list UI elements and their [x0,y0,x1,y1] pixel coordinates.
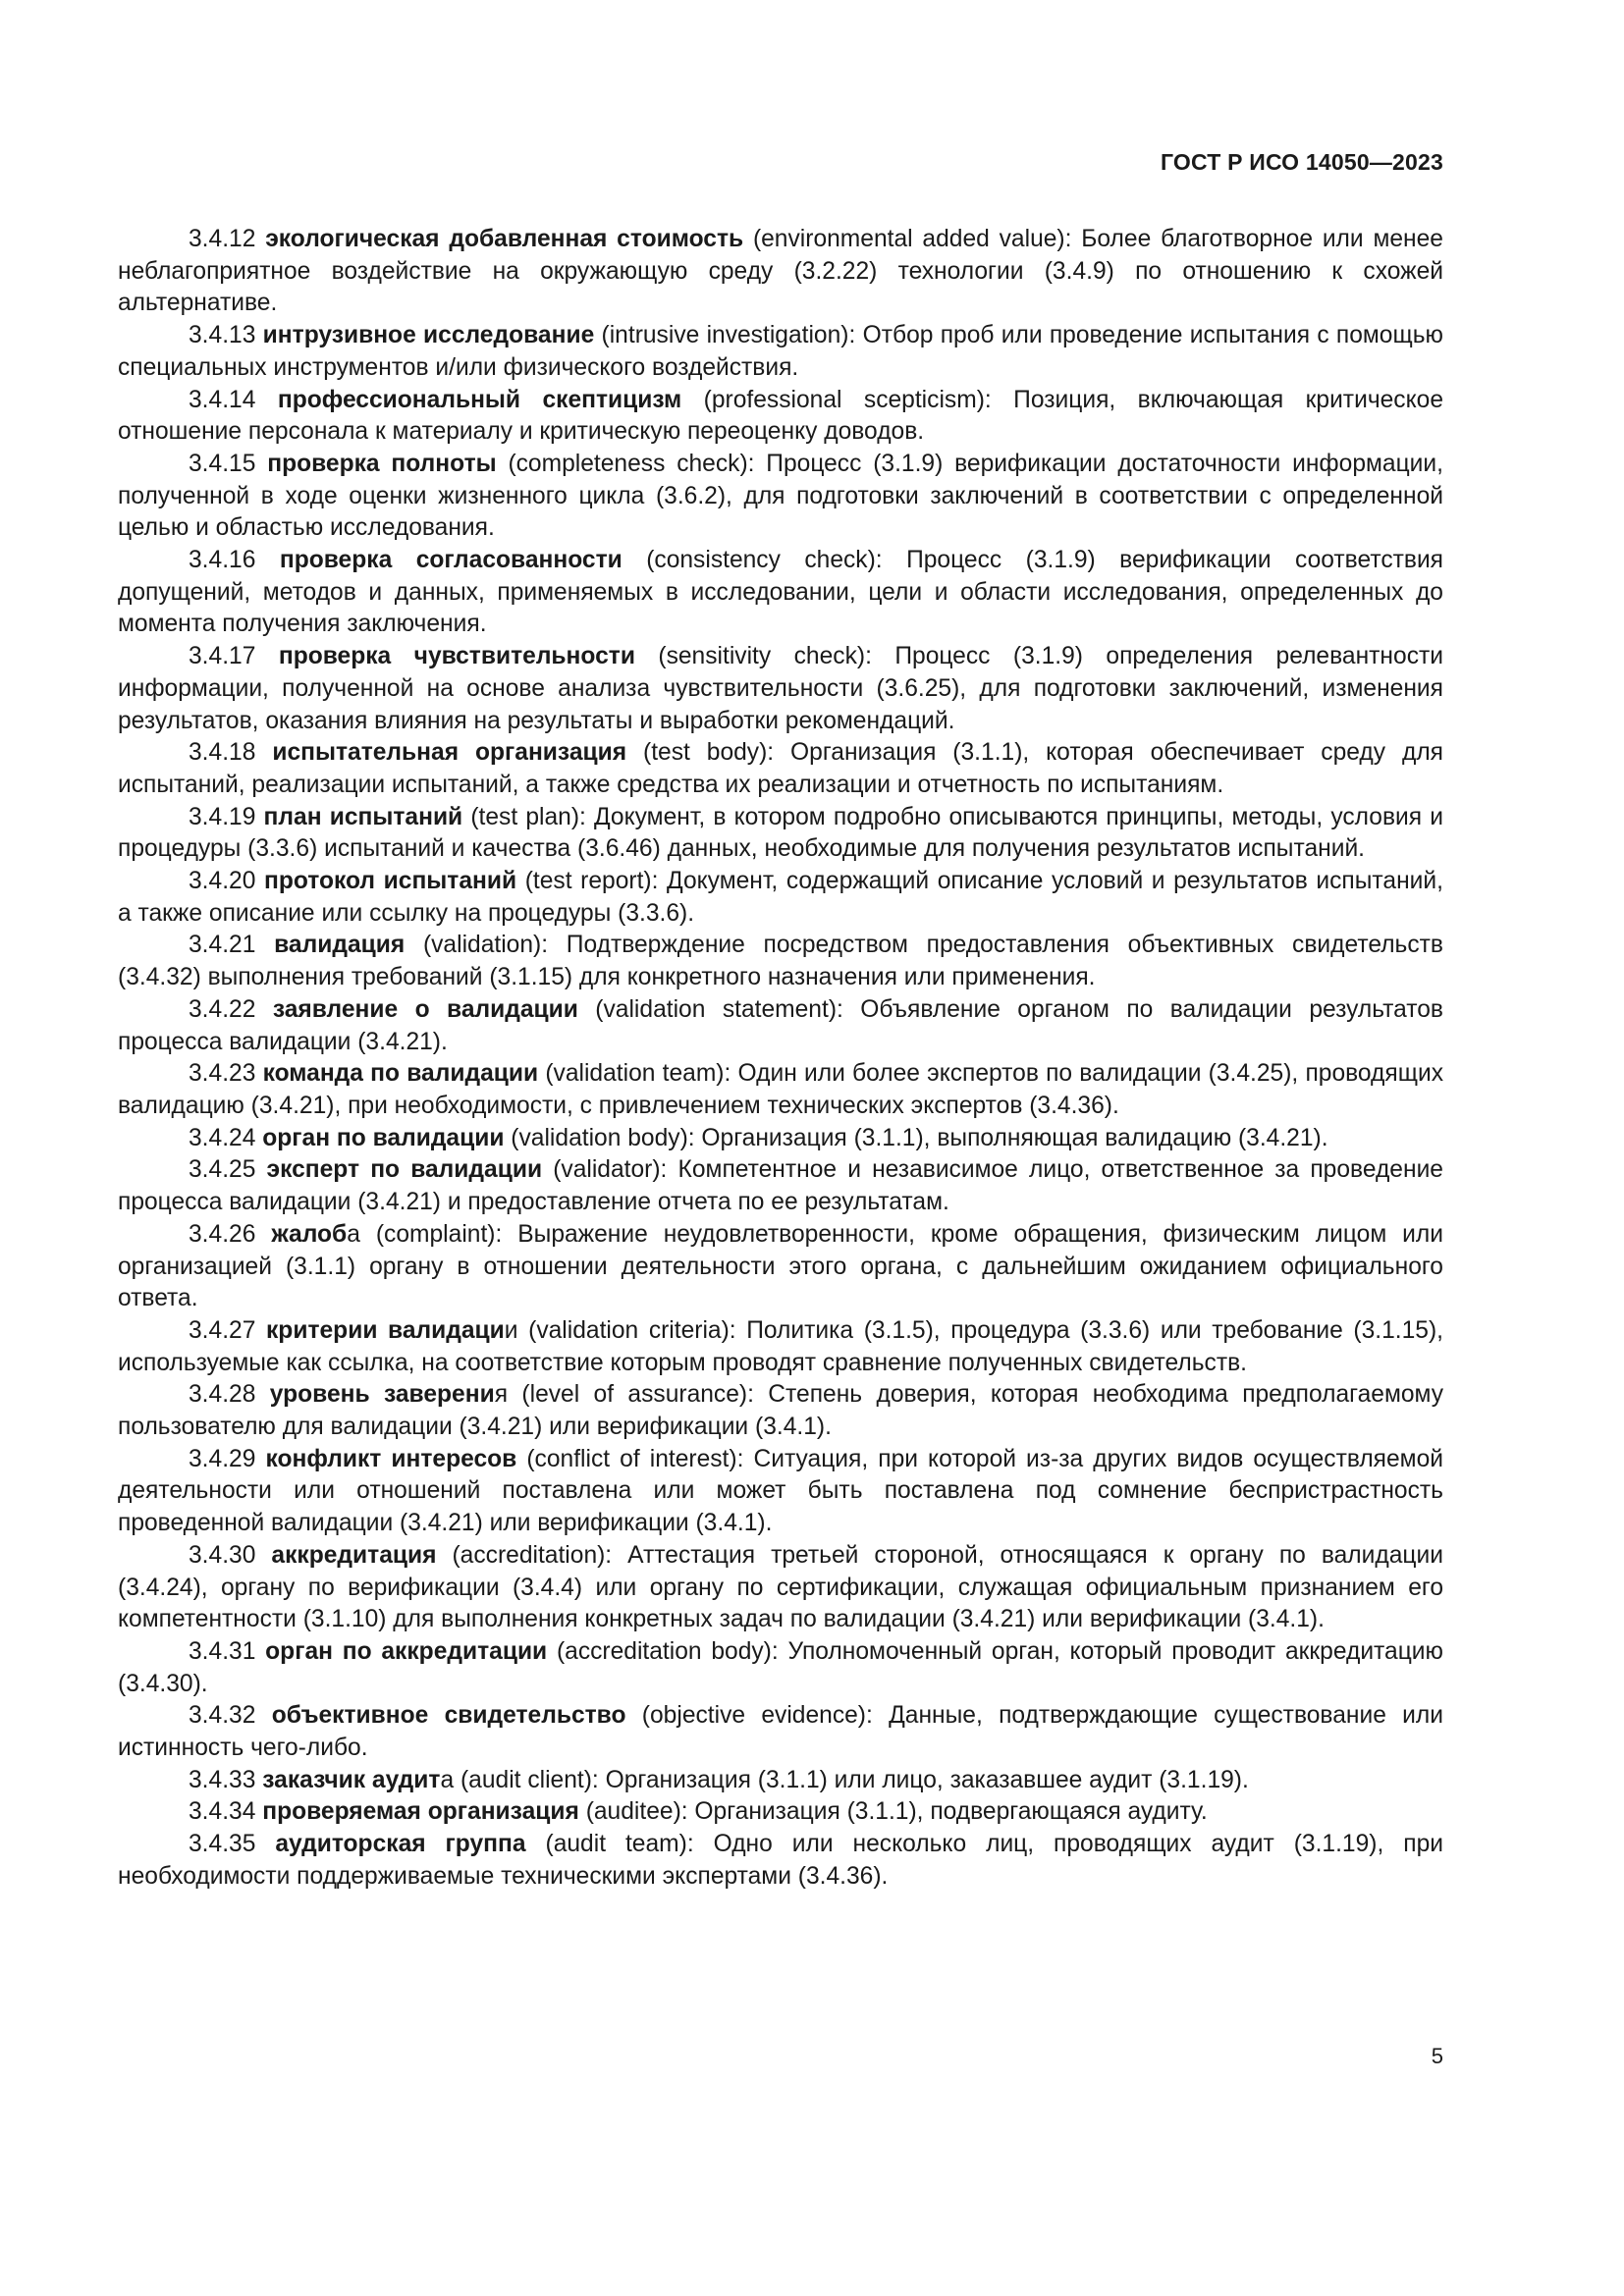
definition: (validation team): Один или более экспертов по валидации (3.4.25), проводящих валидацию (3.4.21), при необходимости, с привлечением технических экспертов (3.4.36). [118,1060,1443,1119]
term-name: объективное свидетельство [271,1702,626,1730]
definition: (objective evidence): Данные, подтверждающие существование или истинность чего-либо. [118,1702,1443,1762]
term-entry [118,545,1443,641]
definition: (validation body): Организация (3.1.1), выполняющая валидацию (3.4.21). [504,1124,1328,1151]
definition: (professional scepticism): Позиция, включающая критическое отношение персонала к материалу и критическую переоценку доводов. [118,386,1443,446]
entry-number: 3.4.27 [189,1316,256,1344]
term-entry [118,1444,1443,1540]
term-entry [118,1219,1443,1315]
term-entry [118,737,1443,801]
definition: (test report): Документ, содержащий описание условий и результатов испытаний, а также описание или ссылку на процедуры (3.3.6). [118,868,1443,927]
term-name: уровень заверени [269,1381,495,1409]
term-entry [118,1154,1443,1218]
definition: (complaint): Выражение неудовлетворенности, кроме обращения, физическим лицом или организацией (3.1.1) органу в отношении деятельности этого органа, с дальнейшим ожиданием официального ответа. [118,1220,1443,1312]
term-name: протокол испытаний [264,868,517,895]
term-name: проверка чувствительности [278,643,635,670]
term-entry [118,1315,1443,1379]
term-name: эксперт по валидации [266,1156,543,1184]
definition: (accreditation body): Уполномоченный орган, который проводит аккредитацию (3.4.30). [118,1637,1443,1697]
term-entry [118,866,1443,930]
term-entry [118,320,1443,384]
term-entry [118,994,1443,1058]
entry-number: 3.4.17 [189,643,256,670]
entry-number: 3.4.31 [189,1637,256,1665]
term-entry [118,1058,1443,1122]
term-entry [118,1636,1443,1700]
entry-number: 3.4.14 [189,386,256,413]
entry-number: 3.4.12 [189,226,256,252]
term-entry [118,1379,1443,1443]
term-suffix: я [494,1381,509,1409]
entry-number: 3.4.33 [189,1766,256,1793]
entry-number: 3.4.30 [189,1541,256,1569]
entry-number: 3.4.32 [189,1702,256,1730]
terms-list [118,224,1443,1894]
definition: (sensitivity check): Процесс (3.1.9) определения релевантности информации, полученной на основе анализа чувствительности (3.6.25), для подготовки заключений, изменения результатов, оказания влияния на результаты и выработки рекомендаций. [118,643,1443,734]
definition: (audit client): Организация (3.1.1) или лицо, заказавшее аудит (3.1.19). [454,1766,1249,1793]
definition: (level of assurance): Степень доверия, которая необходима предполагаемому пользователю для валидации (3.4.21) или верификации (3.4.1). [118,1381,1444,1441]
term-suffix: а [347,1220,360,1248]
term-name: проверяемая организация [262,1798,579,1826]
entry-number: 3.4.34 [189,1798,256,1826]
term-name: критерии валидаци [266,1316,505,1344]
term-name: аудиторская группа [275,1831,526,1858]
term-name: план испытаний [263,803,463,830]
page-number: 5 [1431,2044,1443,2068]
term-name: валидация [274,932,406,959]
entry-number: 3.4.35 [189,1831,256,1858]
term-entry [118,930,1443,993]
definition: (accreditation): Аттестация третьей стороной, относящаяся к органу по валидации (3.4.24), органу по верификации (3.4.4) или органу по сертификации, служащая официальным признанием его компетентности (3.1.10) для выполнения конкретных задач по валидации (3.4.21) или верификации (3.4.1). [118,1541,1443,1633]
term-entry [118,802,1443,866]
term-entry [118,1123,1443,1155]
definition: (test plan): Документ, в котором подробно описываются принципы, методы, условия и процедуры (3.3.6) испытаний и качества (3.6.46) данных, необходимые для получения результатов испытаний. [118,803,1443,863]
definition: (conflict of interest): Ситуация, при которой из-за других видов осуществляемой деятельности или отношений поставлена или может быть поставлена под сомнение беспристрастность проведенной валидации (3.4.21) или верификации (3.4.1). [118,1445,1444,1537]
term-name: орган по аккредитации [265,1637,548,1665]
term-name: орган по валидации [262,1124,505,1151]
term-name: испытательная организация [272,739,627,767]
entry-number: 3.4.22 [189,995,256,1023]
term-name: экологическая добавленная стоимость [265,226,744,252]
definition: (validator): Компетентное и независимое лицо, ответственное за проведение процесса валидации (3.4.21) и предоставление отчета по ее результатам. [118,1156,1443,1216]
definition: (intrusive investigation): Отбор проб или проведение испытания с помощью специальных инструментов и/или физического воздействия. [118,322,1443,381]
term-name: заявление о валидации [272,995,578,1023]
definition: (environmental added value): Более благотворное или менее неблагоприятное воздействие на окружающую среду (3.2.22) технологии (3.4.9) по отношению к схожей альтернативе. [118,226,1443,317]
definition: (audit team): Одно или несколько лиц, проводящих аудит (3.1.19), при необходимости поддерживаемые техническими экспертами (3.4.36). [118,1831,1443,1890]
term-entry [118,1829,1443,1893]
entry-number: 3.4.21 [189,932,256,959]
entry-number: 3.4.20 [189,868,256,895]
entry-number: 3.4.19 [189,803,256,830]
entry-number: 3.4.15 [189,450,256,477]
term-entry [118,385,1443,449]
term-name: конфликт интересов [265,1445,517,1472]
term-name: аккредитация [271,1541,437,1569]
term-entry [118,1796,1443,1829]
entry-number: 3.4.23 [189,1060,256,1088]
entry-number: 3.4.25 [189,1156,256,1184]
term-name: профессиональный скептицизм [277,386,682,413]
term-entry [118,1765,1443,1797]
term-name: проверка полноты [267,450,497,477]
term-entry [118,1540,1443,1636]
term-name: заказчик аудит [262,1766,441,1793]
entry-number: 3.4.26 [189,1220,256,1248]
term-name: команда по валидации [262,1060,539,1088]
entry-number: 3.4.18 [189,739,256,767]
term-entry [118,224,1443,320]
term-name: проверка согласованности [279,547,623,574]
definition: (validation): Подтверждение посредством предоставления объективных свидетельств (3.4.32) выполнения требований (3.1.15) для конкретного назначения или применения. [118,932,1443,991]
definition: (validation statement): Объявление органом по валидации результатов процесса валидации (3.4.21). [118,995,1443,1055]
term-name: жалоб [271,1220,348,1248]
term-suffix: и [504,1316,518,1344]
entry-number: 3.4.29 [189,1445,256,1472]
term-name: интрузивное исследование [262,322,595,349]
document-header: ГОСТ Р ИСО 14050—2023 [1160,149,1443,175]
definition: (test body): Организация (3.1.1), которая обеспечивает среду для испытаний, реализации испытаний, а также средства их реализации и отчетность по испытаниям. [118,739,1443,798]
entry-number: 3.4.24 [189,1124,256,1151]
entry-number: 3.4.28 [189,1381,256,1409]
entry-number: 3.4.16 [189,547,256,574]
definition: (consistency check): Процесс (3.1.9) верификации соответствия допущений, методов и данных, применяемых в исследовании, цели и области исследования, определенных до момента получения заключения. [118,547,1444,638]
definition: (auditee): Организация (3.1.1), подвергающаяся аудиту. [578,1798,1208,1826]
definition: (completeness check): Процесс (3.1.9) верификации достаточности информации, полученной в ходе оценки жизненного цикла (3.6.2), для подготовки заключений в соответствии с определенной целью и областью исследования. [118,450,1443,542]
definition: (validation criteria): Политика (3.1.5), процедура (3.3.6) или требование (3.1.15), используемые как ссылка, на соответствие которым проводят сравнение полученных свидетельств. [118,1316,1444,1376]
term-entry [118,1700,1443,1764]
term-entry [118,641,1443,737]
term-entry [118,449,1443,545]
term-suffix: а [440,1766,455,1793]
entry-number: 3.4.13 [189,322,256,349]
